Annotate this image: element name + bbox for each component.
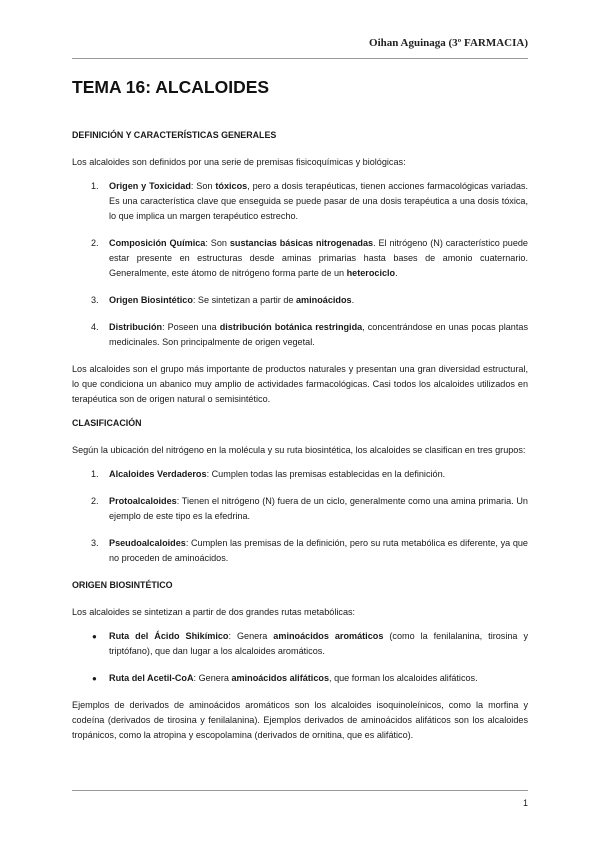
section-intro: Los alcaloides son definidos por una serie de premisas fisicoquímicas y biológicas: — [72, 157, 406, 167]
characteristics-list — [72, 179, 528, 350]
text: : Son — [205, 238, 230, 248]
section-intro: Los alcaloides se sintetizan a partir de dos grandes rutas metabólicas: — [72, 607, 356, 617]
text: . El nitrógeno (N) característico puede estar presente en estructuras desde aminas primarias hasta bases de amonio cuaternario. Generalmente, este átomo de nitrógeno forma parte de un — [109, 238, 528, 278]
page-title: TEMA 16: ALCALOIDES — [72, 77, 270, 97]
list-item — [72, 494, 528, 524]
bullet-icon: ● — [92, 632, 97, 641]
classification-list — [72, 467, 528, 566]
pathway-list — [72, 629, 528, 686]
text: : Son — [190, 181, 216, 191]
list-number: 3. — [91, 538, 99, 548]
text: : Tienen el nitrógeno (N) fuera de un ciclo, generalmente como una amina primaria. Un ejemplo de este tipo es la efedrina. — [109, 496, 528, 521]
text: (como la fenilalanina, tirosina y triptófano), que dan lugar a los alcaloides aromáticos. — [109, 631, 528, 656]
section-origen-biosintetico — [72, 578, 528, 743]
section-definicion — [72, 128, 528, 407]
term: Origen Biosintético — [109, 295, 193, 305]
list-number: 2. — [91, 496, 99, 506]
list-number: 1. — [91, 469, 99, 479]
term: aminoácidos aromáticos — [273, 631, 384, 641]
text: : Genera — [193, 673, 232, 683]
term: Ruta del Acetil-CoA — [109, 673, 194, 683]
text: : Genera — [228, 631, 274, 641]
term: tóxicos — [215, 181, 248, 191]
text: , pero a dosis terapéuticas, tienen acciones farmacológicas variadas. Es una característica clave que enseguida se puede pasar de una dosis terapéutica a una dosis tóxica, lo que implica un margen terapéutico estrecho. — [109, 181, 529, 221]
term: heterociclo — [346, 268, 396, 278]
list-item — [72, 629, 528, 659]
document-body — [72, 128, 528, 752]
term: Composición Química — [109, 238, 206, 248]
list-item — [72, 536, 528, 566]
term: Pseudoalcaloides — [109, 538, 186, 548]
text: . — [351, 295, 355, 305]
term: aminoácidos — [296, 295, 352, 305]
term: distribución botánica restringida — [219, 322, 363, 332]
section-clasificacion — [72, 416, 528, 566]
list-item — [72, 467, 528, 482]
footer-divider — [72, 790, 528, 791]
text: , concentrándose en unas pocas plantas medicinales. Son principalmente de origen vegetal. — [109, 322, 528, 347]
list-number: 3. — [91, 295, 99, 305]
list-item — [72, 671, 528, 686]
bullet-icon: ● — [92, 674, 97, 683]
page-number: 1 — [522, 798, 528, 808]
text: : Cumplen todas las premisas establecidas en la definición. — [206, 469, 446, 479]
list-number: 1. — [91, 181, 99, 191]
term: Origen y Toxicidad — [109, 181, 191, 191]
list-number: 2. — [91, 238, 99, 248]
text: : Poseen una — [162, 322, 220, 332]
header-divider — [72, 58, 528, 59]
section-heading: DEFINICIÓN Y CARACTERÍSTICAS GENERALES — [72, 130, 277, 140]
text: , que forman los alcaloides alifáticos. — [329, 673, 478, 683]
list-item — [72, 293, 528, 308]
section-intro: Según la ubicación del nitrógeno en la molécula y su ruta biosintética, los alcaloides se clasifican en tres grupos: — [72, 445, 526, 455]
header-author: Oihan Aguinaga (3º FARMACIA) — [369, 37, 528, 49]
term: sustancias básicas nitrogenadas — [229, 238, 374, 248]
text: . — [395, 268, 398, 278]
term: aminoácidos alifáticos — [231, 673, 330, 683]
list-item — [72, 320, 528, 350]
term: Protoalcaloides — [109, 496, 177, 506]
term: Alcaloides Verdaderos — [109, 469, 207, 479]
section-heading: CLASIFICACIÓN — [72, 418, 142, 428]
term: Ruta del Ácido Shikímico — [109, 631, 229, 641]
text: : Cumplen las premisas de la definición, pero su ruta metabólica es diferente, ya que no proceden de aminoácidos. — [109, 538, 528, 563]
section-heading: ORIGEN BIOSINTÉTICO — [72, 580, 173, 590]
list-item — [72, 236, 528, 281]
text: : Se sintetizan a partir de — [192, 295, 296, 305]
list-number: 4. — [91, 322, 99, 332]
list-item — [72, 179, 528, 224]
section-closing: Ejemplos de derivados de aminoácidos aromáticos son los alcaloides isoquinoleínicos, como la morfina y codeína (derivados de tirosina y fenilalanina). Ejemplos derivados de aminoácidos alifáticos son los alcaloides tropánicos, como la atropina y escopolamina (derivados de ornitina, que es alifático). — [72, 700, 528, 740]
section-closing: Los alcaloides son el grupo más importante de productos naturales y presentan una gran diversidad estructural, lo que condiciona un abanico muy amplio de actividades farmacológicas. Casi todos los alcaloides utilizados en terapéutica son de origen natural o semisintético. — [72, 364, 528, 404]
term: Distribución — [109, 322, 163, 332]
